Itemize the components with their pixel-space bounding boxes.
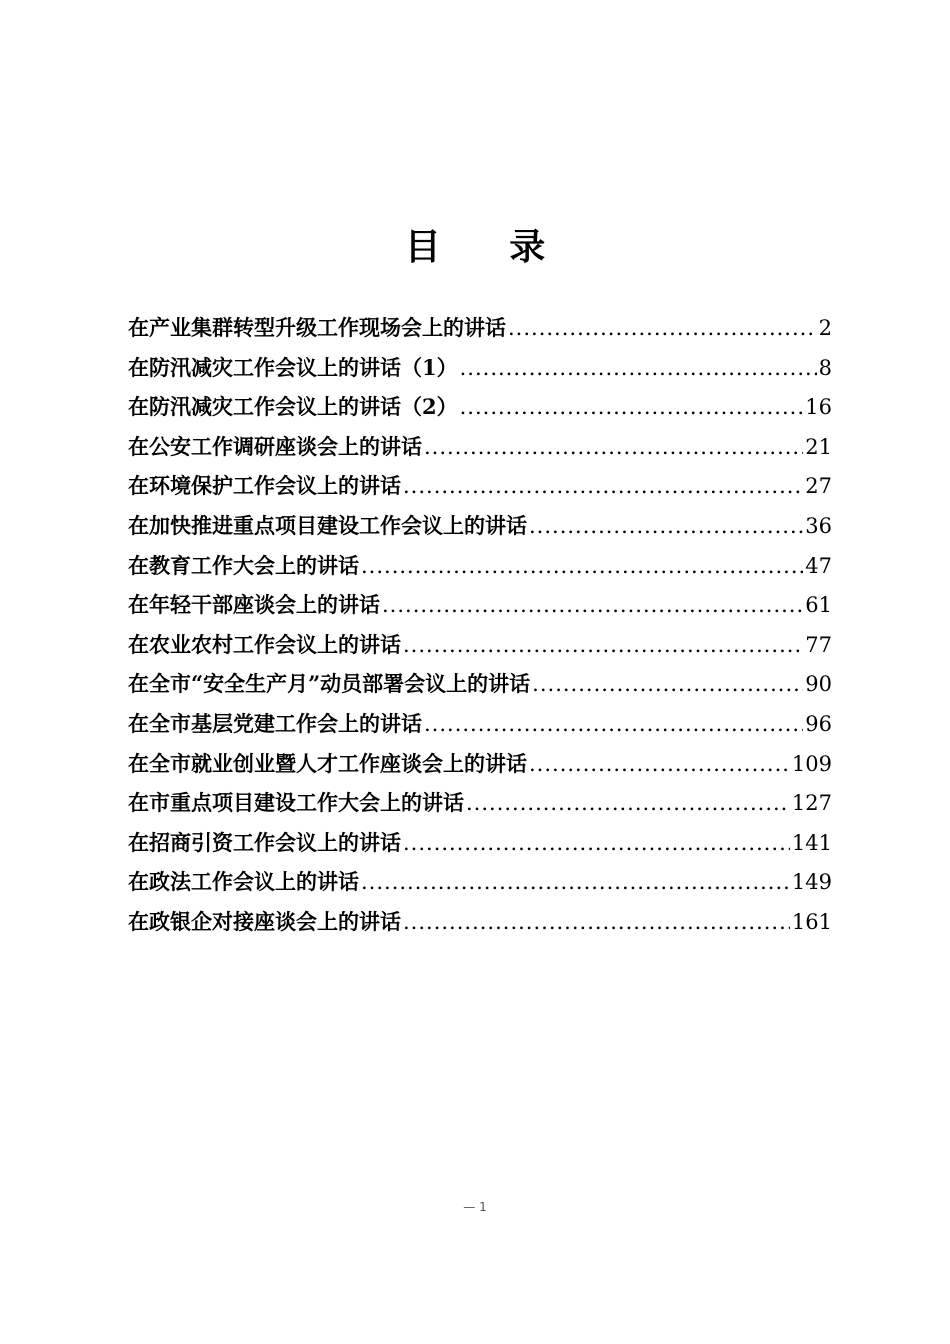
toc-entry-page: 149	[791, 870, 832, 895]
toc-entry-title: 在年轻干部座谈会上的讲话	[128, 592, 380, 618]
toc-entry-title: 在加快推进重点项目建设工作会议上的讲话	[128, 512, 527, 538]
toc-entry-title: 在产业集群转型升级工作现场会上的讲话	[128, 315, 506, 340]
toc-entry-title: 在公安工作调研座谈会上的讲话	[128, 433, 422, 459]
dot-leader	[508, 309, 817, 349]
toc-entry-title: 在招商引资工作会议上的讲话	[128, 829, 401, 855]
toc-entry-title: 在全市基层党建工作会上的讲话	[128, 710, 422, 736]
toc-entry-page: 77	[805, 632, 832, 657]
toc-entry-title: 在农业农村工作会议上的讲话	[128, 631, 401, 657]
toc-entry-title: 在政法工作会议上的讲话	[128, 869, 359, 895]
toc-entry[interactable]	[128, 783, 832, 823]
dot-leader	[424, 428, 803, 468]
toc-entry-page: 141	[791, 830, 832, 855]
dot-leader	[361, 547, 803, 587]
toc-entry-title: 在教育工作大会上的讲话	[128, 552, 359, 578]
page-number-footer: — 1	[463, 1200, 487, 1214]
toc-entry-page: 47	[805, 553, 832, 578]
dot-leader	[403, 903, 790, 943]
toc-entry[interactable]	[128, 744, 832, 784]
dot-leader	[460, 349, 817, 389]
toc-entry-page: 36	[805, 513, 832, 538]
toc-entry-title: 在防汛减灾工作会议上的讲话（2）	[128, 394, 458, 420]
toc-entry[interactable]	[128, 387, 832, 427]
dot-leader	[532, 665, 803, 705]
toc-entry[interactable]	[128, 862, 832, 902]
toc-entry-page: 2	[818, 316, 832, 340]
toc-entry-title: 在环境保护工作会议上的讲话	[128, 473, 401, 499]
dot-leader	[382, 586, 803, 626]
toc-entry-page: 127	[791, 791, 832, 816]
toc-entry[interactable]	[128, 664, 832, 704]
dot-leader	[529, 507, 803, 547]
toc-entry-page: 61	[805, 593, 832, 618]
toc-entry-page: 16	[805, 395, 832, 420]
page-title: 目 录	[404, 226, 574, 268]
toc-entry-title: 在全市就业创业暨人才工作座谈会上的讲话	[128, 750, 527, 776]
toc-entry-page: 90	[805, 672, 832, 697]
toc-entry[interactable]	[128, 308, 832, 348]
toc-entry-title: 在全市“安全生产月”动员部署会议上的讲话	[128, 671, 531, 697]
toc-entry-page: 96	[805, 711, 832, 736]
toc-entry-page: 109	[791, 751, 832, 776]
toc-entry[interactable]	[128, 466, 832, 506]
toc-entry[interactable]	[128, 506, 832, 546]
toc-entry[interactable]	[128, 585, 832, 625]
dot-leader	[361, 863, 790, 903]
toc-entry[interactable]	[128, 823, 832, 863]
toc-entry-page: 161	[791, 909, 832, 934]
toc-entry[interactable]	[128, 902, 832, 942]
toc-entry-page: 27	[805, 474, 832, 499]
dot-leader	[460, 388, 804, 428]
toc-entry[interactable]	[128, 625, 832, 665]
toc-entry-title: 在市重点项目建设工作大会上的讲话	[128, 790, 464, 816]
dot-leader	[466, 784, 790, 824]
toc-entry-title: 在防汛减灾工作会议上的讲话（1）	[128, 354, 458, 380]
toc-entry-page: 21	[805, 434, 832, 459]
toc-entry[interactable]	[128, 348, 832, 388]
dot-leader	[403, 626, 803, 666]
toc-entry-page: 8	[818, 355, 832, 380]
dot-leader	[424, 705, 803, 745]
toc-entry[interactable]	[128, 704, 832, 744]
toc-entry-title: 在政银企对接座谈会上的讲话	[128, 908, 401, 934]
toc-entry[interactable]	[128, 546, 832, 586]
dot-leader	[403, 467, 803, 507]
dot-leader	[403, 824, 790, 864]
table-of-contents	[128, 308, 832, 942]
toc-entry[interactable]	[128, 427, 832, 467]
dot-leader	[529, 745, 790, 785]
